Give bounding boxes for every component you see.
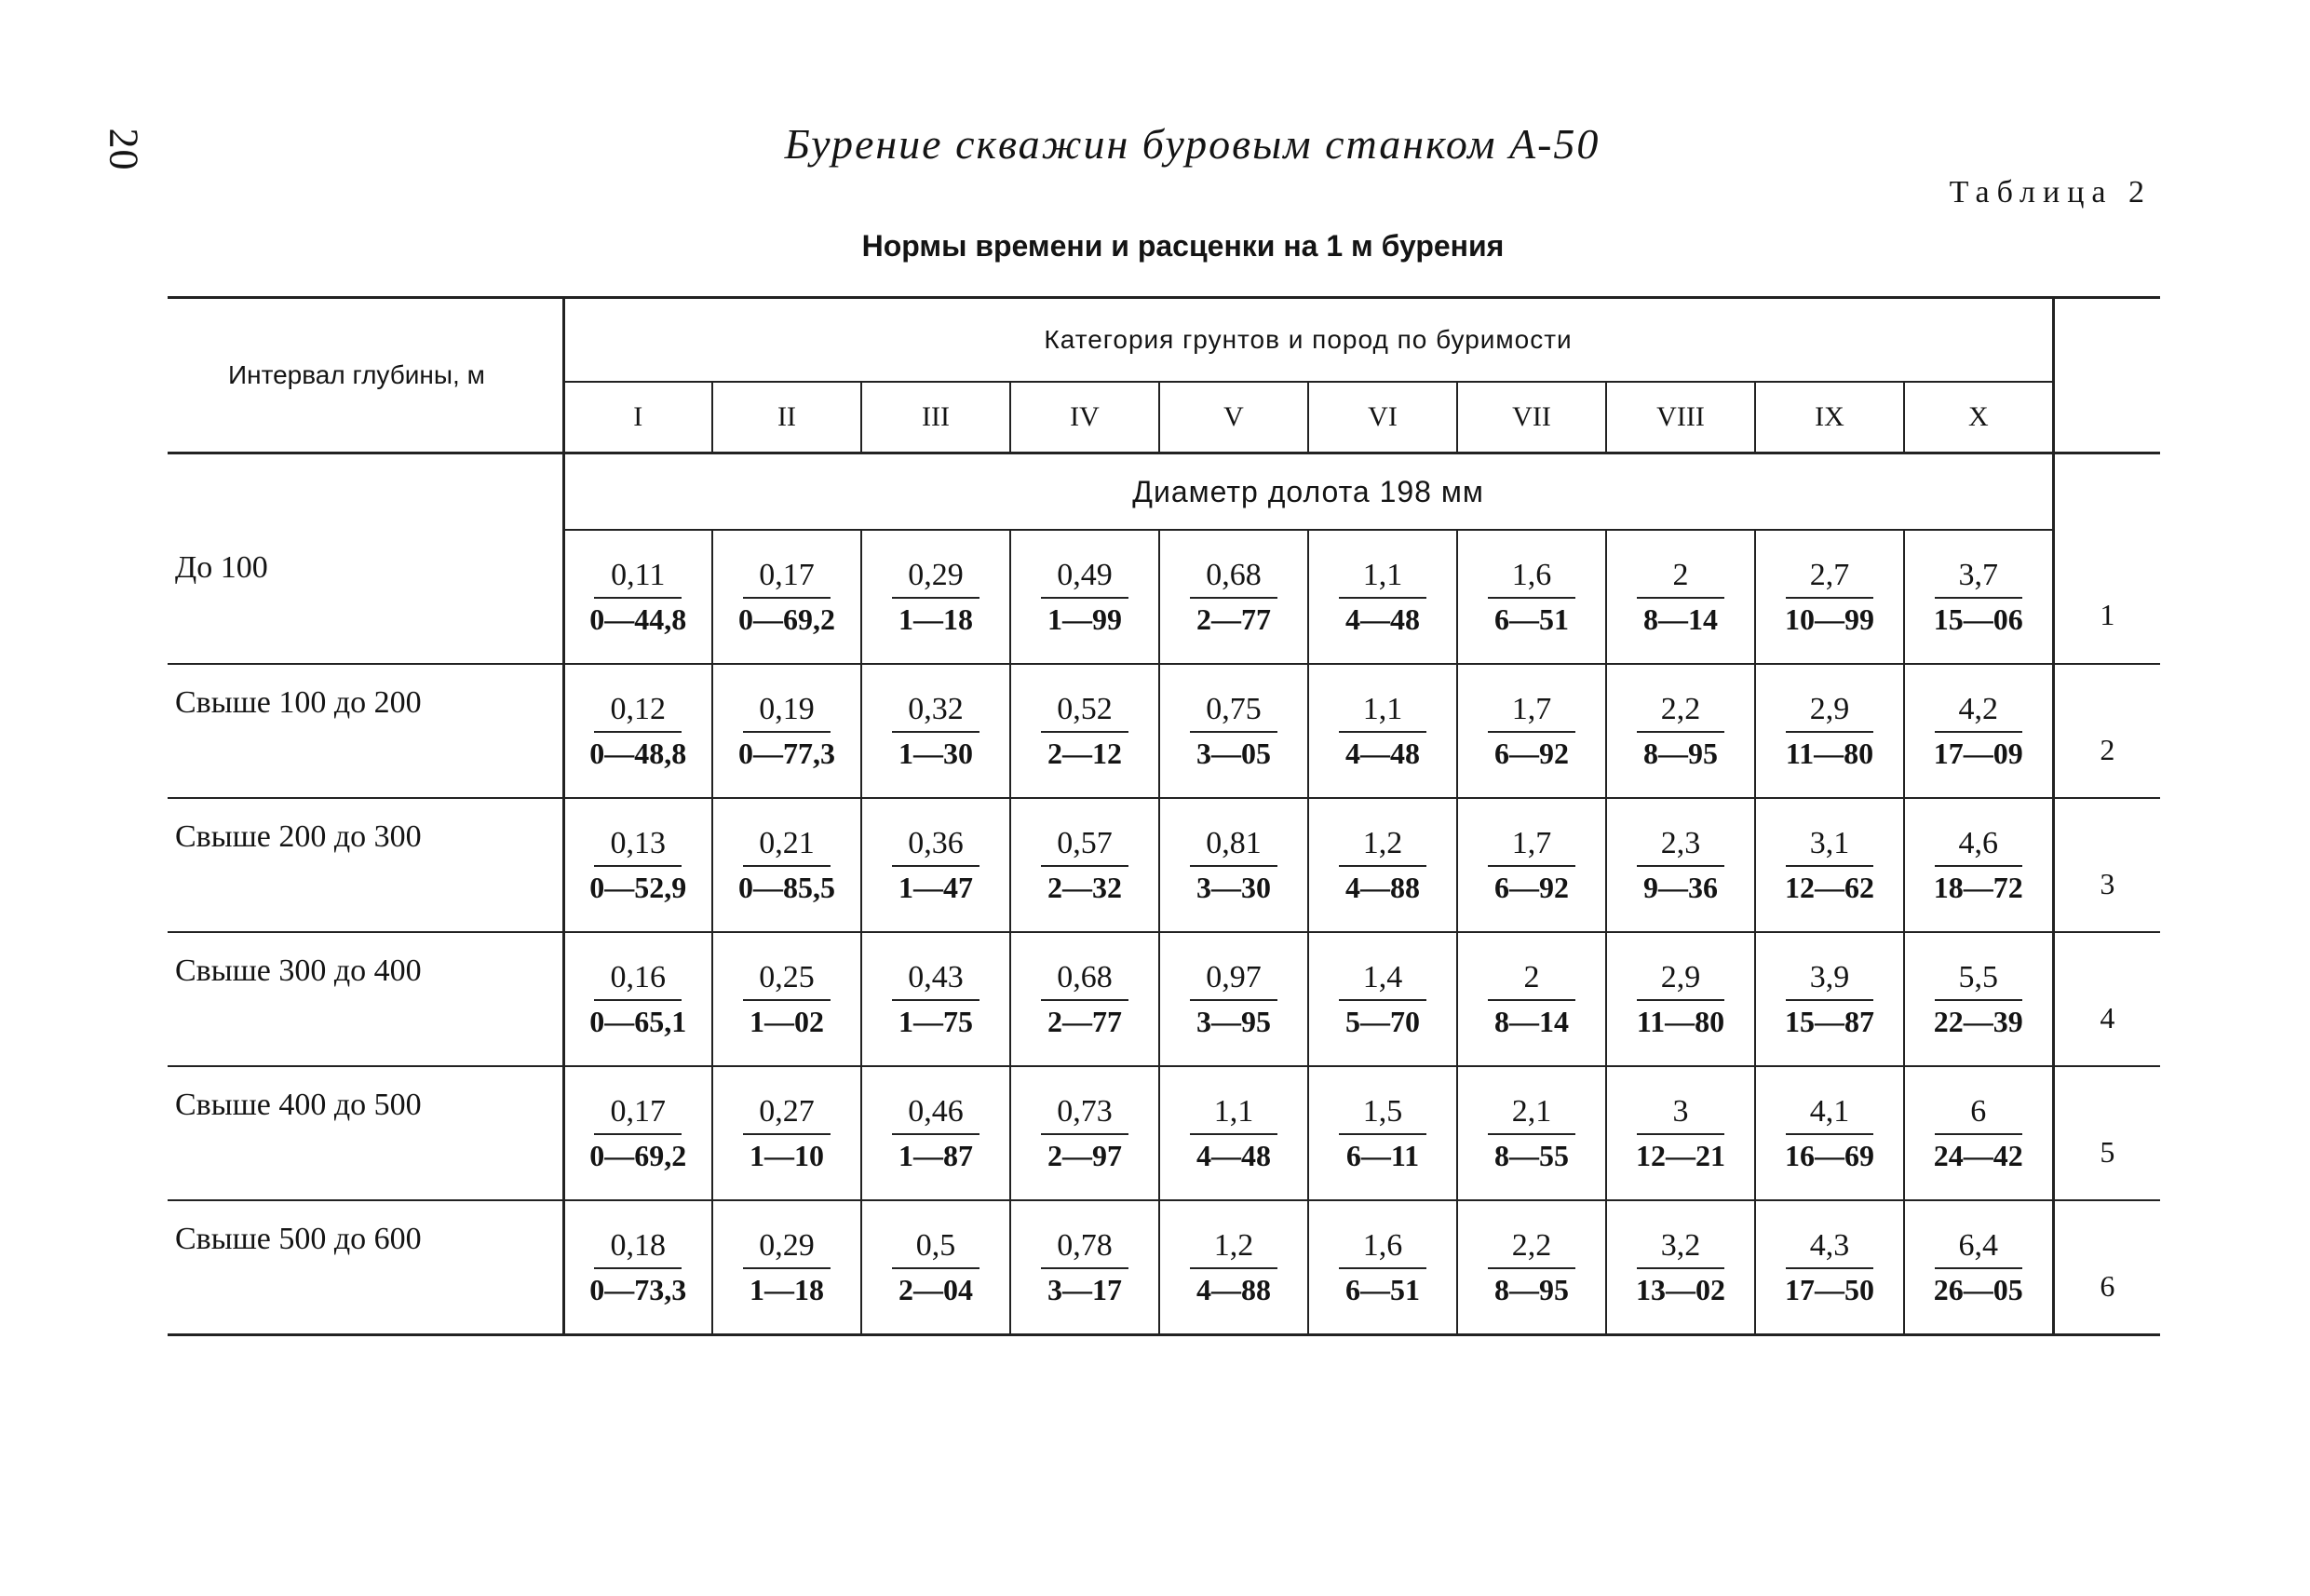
fraction (1480, 1228, 1583, 1307)
value-cell (1904, 798, 2053, 932)
value-cell (861, 530, 1010, 664)
value-cell (1457, 932, 1606, 1066)
time-norm: 2 (1488, 960, 1575, 1001)
fraction (1182, 1094, 1285, 1173)
rate-value: 6—51 (1345, 1272, 1420, 1306)
rate-value: 1—87 (898, 1138, 973, 1172)
rate-value: 3—17 (1047, 1272, 1122, 1306)
fraction (1480, 692, 1583, 771)
rate-value: 2—77 (1047, 1004, 1122, 1038)
value-cell (861, 798, 1010, 932)
value-cell (861, 1066, 1010, 1200)
value-cell (1308, 664, 1457, 798)
time-norm: 1,7 (1488, 692, 1575, 733)
fraction (1927, 1228, 2030, 1307)
rate-value: 0—73,3 (589, 1272, 687, 1306)
header-category-5: V (1159, 382, 1308, 453)
header-category-8: VIII (1606, 382, 1755, 453)
value-cell (1159, 798, 1308, 932)
fraction (736, 1094, 838, 1173)
time-norm: 0,5 (892, 1228, 979, 1269)
header-category-4: IV (1010, 382, 1159, 453)
value-cell (1755, 798, 1904, 932)
fraction (587, 692, 689, 771)
rate-value: 6—51 (1494, 602, 1569, 636)
time-norm: 2,3 (1637, 826, 1724, 867)
fraction (1182, 1228, 1285, 1307)
fraction (1778, 960, 1881, 1039)
time-norm: 2,2 (1488, 1228, 1575, 1269)
rate-value: 15—87 (1785, 1004, 1874, 1038)
rate-value: 2—77 (1196, 602, 1271, 636)
value-cell (1159, 530, 1308, 664)
time-norm: 0,97 (1190, 960, 1277, 1001)
table-row (168, 1066, 2160, 1200)
fraction (1182, 826, 1285, 905)
time-norm: 0,49 (1041, 558, 1128, 599)
time-norm: 0,36 (892, 826, 979, 867)
page-number: 20 (101, 128, 147, 171)
table-label: Таблица 2 (1949, 175, 2152, 210)
fraction (1480, 960, 1583, 1039)
value-cell (1010, 798, 1159, 932)
rate-value: 10—99 (1785, 602, 1874, 636)
value-cell (1457, 1066, 1606, 1200)
row-number: 3 (2053, 798, 2160, 932)
time-norm: 0,12 (594, 692, 682, 733)
interval-label: Свыше 300 до 400 (168, 932, 563, 1066)
value-cell (1308, 530, 1457, 664)
header-interval: Интервал глубины, м (168, 298, 563, 453)
value-cell (563, 664, 712, 798)
time-norm: 0,57 (1041, 826, 1128, 867)
time-norm: 1,1 (1339, 558, 1426, 599)
value-cell (1606, 530, 1755, 664)
fraction (1480, 558, 1583, 637)
value-cell (712, 530, 861, 664)
header-category-1: I (563, 382, 712, 453)
table-row (168, 798, 2160, 932)
time-norm: 0,78 (1041, 1228, 1128, 1269)
norms-table (168, 296, 2160, 1336)
running-title: Бурение скважин буровым станком А-50 (784, 120, 1601, 168)
value-cell (1308, 1200, 1457, 1335)
diameter-spacer (168, 453, 563, 531)
fraction (587, 558, 689, 637)
rate-value: 1—47 (898, 870, 973, 904)
value-cell (1755, 932, 1904, 1066)
fraction (1927, 960, 2030, 1039)
rate-value: 0—69,2 (589, 1138, 687, 1172)
fraction (587, 1228, 689, 1307)
fraction (1033, 1228, 1136, 1307)
value-cell (1308, 932, 1457, 1066)
time-norm: 0,27 (743, 1094, 831, 1135)
time-norm: 2 (1637, 558, 1724, 599)
fraction (1629, 1094, 1732, 1173)
rate-value: 9—36 (1643, 870, 1718, 904)
fraction (885, 692, 987, 771)
interval-label: Свыше 400 до 500 (168, 1066, 563, 1200)
fraction (885, 1094, 987, 1173)
time-norm: 0,21 (743, 826, 831, 867)
time-norm: 0,52 (1041, 692, 1128, 733)
fraction (1629, 960, 1732, 1039)
value-cell (1308, 1066, 1457, 1200)
time-norm: 1,5 (1339, 1094, 1426, 1135)
time-norm: 3,2 (1637, 1228, 1724, 1269)
diameter-spacer-right (2053, 453, 2160, 531)
rate-value: 16—69 (1785, 1138, 1874, 1172)
time-norm: 1,6 (1488, 558, 1575, 599)
value-cell (1904, 530, 2053, 664)
rate-value: 0—85,5 (738, 870, 835, 904)
value-cell (1755, 1066, 1904, 1200)
fraction (1182, 558, 1285, 637)
rate-value: 2—12 (1047, 736, 1122, 770)
time-norm: 0,75 (1190, 692, 1277, 733)
fraction (736, 1228, 838, 1307)
fraction (1927, 1094, 2030, 1173)
row-number: 6 (2053, 1200, 2160, 1335)
fraction (885, 960, 987, 1039)
fraction (1480, 1094, 1583, 1173)
rate-value: 12—21 (1636, 1138, 1725, 1172)
rate-value: 4—48 (1345, 602, 1420, 636)
rate-value: 24—42 (1933, 1138, 2023, 1172)
fraction (1927, 558, 2030, 637)
fraction (736, 692, 838, 771)
rate-value: 2—97 (1047, 1138, 1122, 1172)
time-norm: 0,68 (1190, 558, 1277, 599)
value-cell (712, 798, 861, 932)
rate-value: 0—77,3 (738, 736, 835, 770)
rate-value: 0—48,8 (589, 736, 687, 770)
time-norm: 6,4 (1935, 1228, 2022, 1269)
fraction (1778, 1228, 1881, 1307)
value-cell (1755, 1200, 1904, 1335)
fraction (885, 826, 987, 905)
time-norm: 0,17 (594, 1094, 682, 1135)
time-norm: 1,2 (1190, 1228, 1277, 1269)
time-norm: 0,17 (743, 558, 831, 599)
rate-value: 8—14 (1643, 602, 1718, 636)
rate-value: 0—65,1 (589, 1004, 687, 1038)
value-cell (712, 932, 861, 1066)
rate-value: 11—80 (1636, 1004, 1725, 1038)
fraction (885, 558, 987, 637)
time-norm: 2,9 (1637, 960, 1724, 1001)
value-cell (1606, 1066, 1755, 1200)
value-cell (1904, 664, 2053, 798)
table-row (168, 664, 2160, 798)
fraction (1927, 692, 2030, 771)
time-norm: 0,73 (1041, 1094, 1128, 1135)
time-norm: 4,3 (1786, 1228, 1873, 1269)
value-cell (1606, 664, 1755, 798)
rate-value: 8—95 (1494, 1272, 1569, 1306)
value-cell (1010, 664, 1159, 798)
rate-value: 17—09 (1933, 736, 2023, 770)
time-norm: 1,6 (1339, 1228, 1426, 1269)
fraction (1778, 1094, 1881, 1173)
table-row (168, 1200, 2160, 1335)
fraction (885, 1228, 987, 1307)
fraction (1778, 558, 1881, 637)
table-caption: Нормы времени и расценки на 1 м бурения (861, 229, 1505, 263)
time-norm: 1,1 (1190, 1094, 1277, 1135)
rate-value: 17—50 (1785, 1272, 1874, 1306)
fraction (1778, 826, 1881, 905)
interval-label: Свыше 200 до 300 (168, 798, 563, 932)
rate-value: 1—18 (750, 1272, 824, 1306)
fraction (1033, 558, 1136, 637)
value-cell (1606, 1200, 1755, 1335)
time-norm: 1,4 (1339, 960, 1426, 1001)
row-number: 4 (2053, 932, 2160, 1066)
time-norm: 2,7 (1786, 558, 1873, 599)
time-norm: 4,6 (1935, 826, 2022, 867)
value-cell (861, 664, 1010, 798)
time-norm: 4,1 (1786, 1094, 1873, 1135)
fraction (1331, 692, 1434, 771)
fraction (1629, 558, 1732, 637)
value-cell (1159, 1200, 1308, 1335)
value-cell (1457, 798, 1606, 932)
rate-value: 1—18 (898, 602, 973, 636)
fraction (1033, 960, 1136, 1039)
value-cell (1457, 664, 1606, 798)
value-cell (1457, 1200, 1606, 1335)
rate-value: 11—80 (1785, 736, 1874, 770)
value-cell (712, 1200, 861, 1335)
fraction (587, 826, 689, 905)
value-cell (1159, 1066, 1308, 1200)
rate-value: 5—70 (1345, 1004, 1420, 1038)
diameter-label: Диаметр долота 198 мм (563, 453, 2053, 531)
time-norm: 3,9 (1786, 960, 1873, 1001)
fraction (1182, 960, 1285, 1039)
rate-value: 8—14 (1494, 1004, 1569, 1038)
time-norm: 1,7 (1488, 826, 1575, 867)
value-cell (1308, 798, 1457, 932)
interval-label: Свыше 500 до 600 (168, 1200, 563, 1335)
time-norm: 0,25 (743, 960, 831, 1001)
fraction (1927, 826, 2030, 905)
fraction (1331, 558, 1434, 637)
rate-value: 6—92 (1494, 736, 1569, 770)
value-cell (1755, 530, 1904, 664)
header-category-10: X (1904, 382, 2053, 453)
value-cell (712, 664, 861, 798)
time-norm: 2,1 (1488, 1094, 1575, 1135)
time-norm: 1,2 (1339, 826, 1426, 867)
value-cell (1606, 798, 1755, 932)
rate-value: 6—11 (1345, 1138, 1420, 1172)
row-number: 1 (2053, 530, 2160, 664)
rate-value: 2—04 (898, 1272, 973, 1306)
time-norm: 3 (1637, 1094, 1724, 1135)
rate-value: 1—75 (898, 1004, 973, 1038)
rate-value: 1—02 (750, 1004, 824, 1038)
rate-value: 12—62 (1785, 870, 1874, 904)
rate-value: 1—30 (898, 736, 973, 770)
rate-value: 15—06 (1933, 602, 2023, 636)
value-cell (861, 1200, 1010, 1335)
time-norm: 4,2 (1935, 692, 2022, 733)
row-number: 5 (2053, 1066, 2160, 1200)
rate-value: 1—99 (1047, 602, 1122, 636)
rate-value: 8—95 (1643, 736, 1718, 770)
time-norm: 0,18 (594, 1228, 682, 1269)
time-norm: 0,81 (1190, 826, 1277, 867)
value-cell (563, 1066, 712, 1200)
fraction (736, 558, 838, 637)
rate-value: 22—39 (1933, 1004, 2023, 1038)
value-cell (1606, 932, 1755, 1066)
rate-value: 0—69,2 (738, 602, 835, 636)
time-norm: 0,19 (743, 692, 831, 733)
fraction (736, 826, 838, 905)
fraction (1629, 1228, 1732, 1307)
fraction (1331, 960, 1434, 1039)
header-category: Категория грунтов и пород по буримости (563, 298, 2053, 383)
rate-value: 8—55 (1494, 1138, 1569, 1172)
value-cell (1010, 1066, 1159, 1200)
value-cell (1904, 932, 2053, 1066)
rate-value: 3—95 (1196, 1004, 1271, 1038)
value-cell (563, 798, 712, 932)
header-category-9: IX (1755, 382, 1904, 453)
rate-value: 3—05 (1196, 736, 1271, 770)
header-category-2: II (712, 382, 861, 453)
value-cell (1010, 530, 1159, 664)
time-norm: 0,68 (1041, 960, 1128, 1001)
fraction (1480, 826, 1583, 905)
fraction (1033, 1094, 1136, 1173)
time-norm: 0,11 (594, 558, 682, 599)
fraction (587, 960, 689, 1039)
rate-value: 0—52,9 (589, 870, 687, 904)
time-norm: 0,29 (892, 558, 979, 599)
fraction (1182, 692, 1285, 771)
time-norm: 2,9 (1786, 692, 1873, 733)
fraction (1331, 826, 1434, 905)
rate-value: 4—48 (1196, 1138, 1271, 1172)
time-norm: 0,43 (892, 960, 979, 1001)
rate-value: 4—88 (1345, 870, 1420, 904)
value-cell (712, 1066, 861, 1200)
fraction (1331, 1228, 1434, 1307)
fraction (1033, 826, 1136, 905)
value-cell (563, 530, 712, 664)
rate-value: 1—10 (750, 1138, 824, 1172)
value-cell (1755, 664, 1904, 798)
value-cell (861, 932, 1010, 1066)
header-category-3: III (861, 382, 1010, 453)
time-norm: 2,2 (1637, 692, 1724, 733)
rate-value: 4—48 (1345, 736, 1420, 770)
fraction (1033, 692, 1136, 771)
value-cell (1159, 932, 1308, 1066)
rate-value: 6—92 (1494, 870, 1569, 904)
rate-value: 18—72 (1933, 870, 2023, 904)
rate-value: 4—88 (1196, 1272, 1271, 1306)
header-category-7: VII (1457, 382, 1606, 453)
value-cell (1159, 664, 1308, 798)
row-number: 2 (2053, 664, 2160, 798)
rate-value: 3—30 (1196, 870, 1271, 904)
fraction (1629, 826, 1732, 905)
header-blank (2053, 298, 2160, 453)
time-norm: 6 (1935, 1094, 2022, 1135)
fraction (587, 1094, 689, 1173)
header-category-6: VI (1308, 382, 1457, 453)
fraction (1629, 692, 1732, 771)
value-cell (1457, 530, 1606, 664)
fraction (736, 960, 838, 1039)
time-norm: 3,1 (1786, 826, 1873, 867)
time-norm: 5,5 (1935, 960, 2022, 1001)
time-norm: 1,1 (1339, 692, 1426, 733)
time-norm: 0,46 (892, 1094, 979, 1135)
interval-label: Свыше 100 до 200 (168, 664, 563, 798)
fraction (1331, 1094, 1434, 1173)
rate-value: 13—02 (1636, 1272, 1725, 1306)
time-norm: 0,16 (594, 960, 682, 1001)
interval-label: До 100 (168, 530, 563, 664)
table-row (168, 932, 2160, 1066)
value-cell (563, 932, 712, 1066)
table-row (168, 530, 2160, 664)
fraction (1778, 692, 1881, 771)
time-norm: 3,7 (1935, 558, 2022, 599)
time-norm: 0,13 (594, 826, 682, 867)
time-norm: 0,32 (892, 692, 979, 733)
value-cell (1904, 1066, 2053, 1200)
value-cell (563, 1200, 712, 1335)
time-norm: 0,29 (743, 1228, 831, 1269)
rate-value: 26—05 (1933, 1272, 2023, 1306)
value-cell (1010, 932, 1159, 1066)
rate-value: 0—44,8 (589, 602, 687, 636)
value-cell (1904, 1200, 2053, 1335)
rate-value: 2—32 (1047, 870, 1122, 904)
value-cell (1010, 1200, 1159, 1335)
